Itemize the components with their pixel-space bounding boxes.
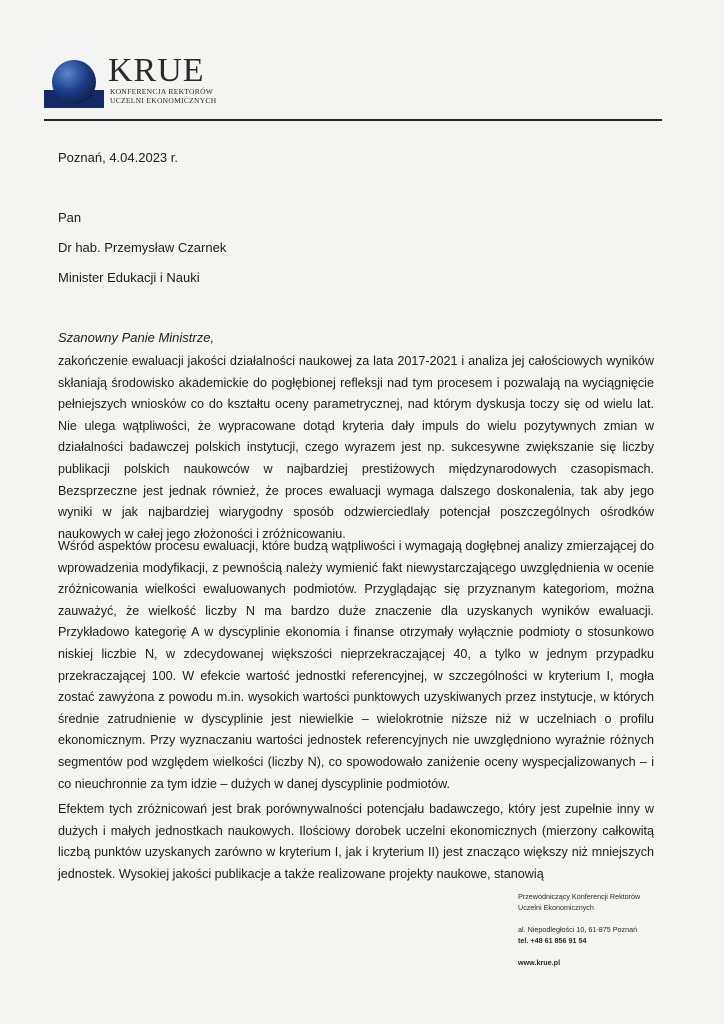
body-paragraph-3: Efektem tych zróżnicowań jest brak porównywalności potencjału badawczego, który jest zupełnie inny w dużych i małych jednostkach naukowych. Ilościowy dorobek uczelni ekonomicznych (mierzony całkowitą liczbą punktów uzyskanych zarówno w kryterium I, jak i kryterium II) jest znacząco większy niż mniejszych jednostek. Wysokiej jakości publikacje a także realizowane projekty naukowe, stanowią	[58, 802, 654, 881]
footer-title-line1: Przewodniczący Konferencji Rektorów	[518, 892, 641, 901]
footer-contact	[518, 891, 688, 968]
letter-date: Poznań, 4.04.2023 r.	[58, 150, 178, 165]
krue-globe-icon	[44, 54, 104, 108]
footer-address: al. Niepodległości 10, 61-875 Poznań	[518, 925, 638, 934]
recipient-line1: Pan	[58, 210, 82, 225]
logo-subtitle	[110, 87, 217, 105]
footer-phone: tel. +48 61 856 91 54	[518, 936, 587, 945]
footer-website: www.krue.pl	[518, 958, 561, 967]
logo-subtitle-line2: UCZELNI EKONOMICZNYCH	[110, 96, 217, 105]
footer-title-line2: Uczelni Ekonomicznych	[518, 903, 594, 912]
logo-subtitle-line1: KONFERENCJA REKTORÓW	[110, 87, 214, 96]
recipient-line2: Dr hab. Przemysław Czarnek	[58, 240, 227, 255]
recipient-line3: Minister Edukacji i Nauki	[58, 270, 200, 285]
salutation: Szanowny Panie Ministrze,	[58, 330, 215, 345]
header-divider	[44, 119, 662, 121]
body-paragraph-2: Wśród aspektów procesu ewaluacji, które budzą wątpliwości i wymagają dogłębnej analizy zmierzającej do wprowadzenia modyfikacji, z pewnością należy wymienić fakt niewystarczającego uwzględnienia w ocenie zróżnicowania wielkości ewaluowanych podmiotów. Przyglądając się przyznanym kategoriom, można zauważyć, że wielkość liczby N ma bardzo duże znaczenie dla uzyskanych wyników ewaluacji. Przykładowo kategorię A w dyscyplinie ekonomia i finanse otrzymały wyłącznie podmioty o stosunkowo niskiej liczbie N, w zdecydowanej większości nieprzekraczającej 40, a tylko w jednym przypadku przekraczającej 100. W efekcie wartość jednostki referencyjnej, w szczególności w kryterium I, mogła zostać zawyżona z powodu m.in. wysokich wartości punktowych uzyskiwanych przez instytucje, w których średnie zatrudnienie w dyscyplinie jest niewielkie – wielokrotnie niższe niż w uczelniach o profilu ekonomicznym. Przy wyznaczaniu wartości jednostek referencyjnych nie uwzględniono wyraźnie różnych segmentów pod względem wielkości (liczby N), co spowodowało zaniżenie oceny wyspecjalizowanych – i co nieuchronnie za tym idzie – dużych w danej dyscyplinie podmiotów.	[58, 539, 654, 791]
krue-logo	[44, 54, 244, 110]
logo-wordmark: KRUE	[108, 52, 205, 89]
body-paragraph-1: zakończenie ewaluacji jakości działalności naukowej za lata 2017-2021 i analiza jej całościowych wyników skłaniają środowisko akademickie do pogłębionej refleksji nad tym procesem i pozwalają na wyciągnięcie pełniejszych wniosków co do kształtu oceny parametrycznej, nad którym dyskusja toczy się od wielu lat. Nie ulega wątpliwości, że wypracowane dotąd kryteria dały impuls do wielu pozytywnych zmian w działalności badawczej polskich instytucji, czego wyrazem jest np. sukcesywne zwiększanie się liczby publikacji polskich naukowców w najbardziej prestiżowych międzynarodowych czasopismach. Bezsprzeczne jest jednak również, że proces ewaluacji wymaga dalszego doskonalenia, tak aby jego wyniki w jak najbardziej wiarygodny sposób odzwierciedlały potencjał poszczególnych ośrodków naukowych w całej jego złożoności i zróżnicowaniu.	[58, 354, 654, 541]
